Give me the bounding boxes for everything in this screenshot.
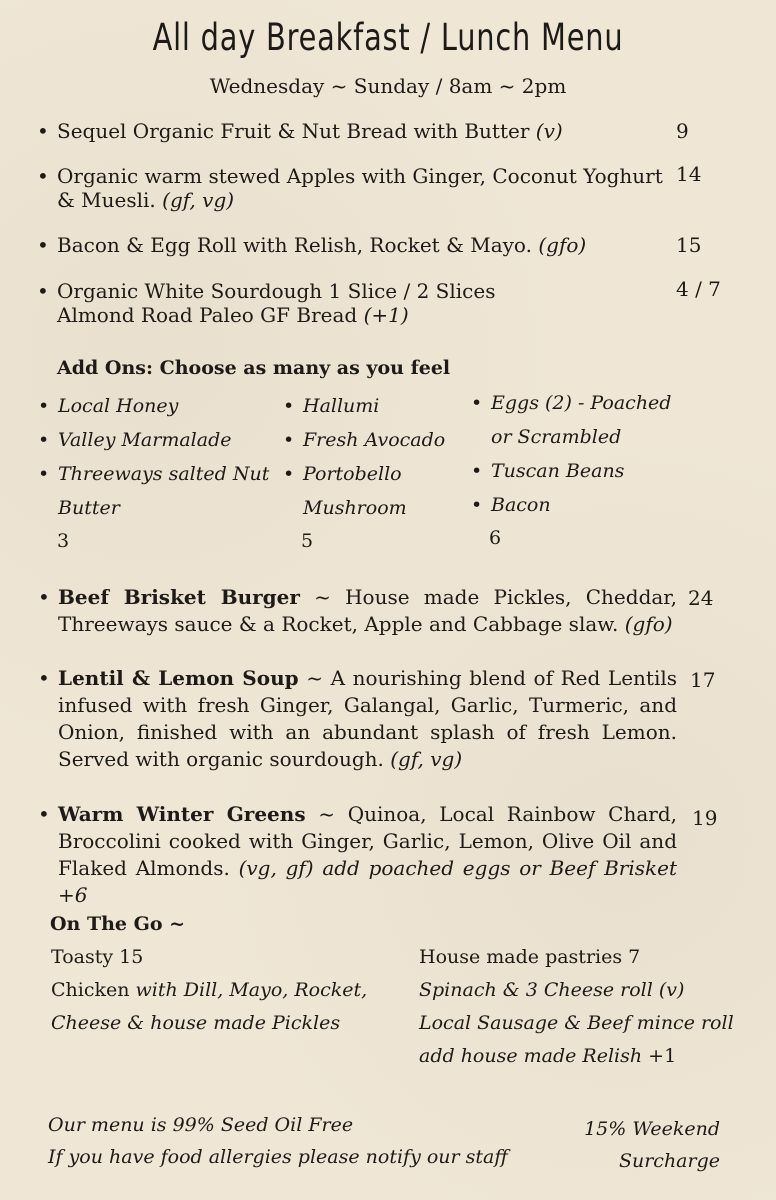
addon-item: • Valley Marmalade <box>58 423 273 457</box>
menu-item-winter-greens <box>58 801 677 909</box>
menu-item-sourdough <box>57 279 657 327</box>
addon-item: • Threeways salted Nut <box>58 457 273 491</box>
addon-price: 5 <box>301 530 314 552</box>
addon-price: 6 <box>489 527 502 549</box>
seed-oil-note: Our menu is 99% Seed Oil Free <box>48 1114 354 1136</box>
addon-item: • Tuscan Beans <box>491 454 691 488</box>
item-text: • Organic White Sourdough 1 Slice / 2 Slices <box>57 279 496 303</box>
pastries-section <box>419 941 739 1073</box>
item-name: Beef Brisket Burger <box>58 585 300 609</box>
surcharge-line: 15% Weekend <box>584 1118 720 1140</box>
item-desc: ~ House made Pickles, Cheddar, Threeways sauce & a Rocket, Apple and Cabbage slaw. <box>58 585 678 636</box>
allergy-note: If you have food allergies please notify our staff <box>48 1146 508 1168</box>
menu-item-fruit-bread <box>57 119 657 143</box>
addon-item: Butter <box>58 497 120 519</box>
pastry-item: Spinach & 3 Cheese roll (v) <box>419 979 685 1001</box>
addons-column-2 <box>303 389 463 525</box>
item-name: Warm Winter Greens <box>58 802 306 826</box>
toasty-filling-detail: with Dill, Mayo, Rocket, <box>135 979 368 1001</box>
addon-item: • Eggs (2) - Poached <box>491 386 691 420</box>
menu-item-stewed-apples <box>57 164 667 212</box>
menu-item-lentil-soup <box>58 665 677 773</box>
toasty-title: Toasty 15 <box>51 946 144 968</box>
menu-title: All day Breakfast / Lunch Menu <box>152 16 624 59</box>
diet-tag: (gf, vg) <box>162 188 235 212</box>
addon-price: 3 <box>57 530 70 552</box>
menu-item-brisket-burger <box>58 584 677 638</box>
item-price: 17 <box>690 668 716 692</box>
menu-hours: Wednesday ~ Sunday / 8am ~ 2pm <box>209 74 567 98</box>
addon-item: • Hallumi <box>303 389 463 423</box>
item-price: 14 <box>676 162 702 186</box>
addons-column-1 <box>58 389 273 525</box>
item-price: 15 <box>676 233 702 257</box>
pastry-addon-price: +1 <box>648 1045 677 1067</box>
pastry-item: Local Sausage & Beef mince roll <box>419 1012 734 1034</box>
diet-tag: (v) <box>535 119 563 143</box>
toasty-filling-detail: Cheese & house made Pickles <box>51 1012 341 1034</box>
diet-tag: (gfo) <box>538 233 587 257</box>
item-price: 19 <box>692 806 718 830</box>
menu-item-bacon-egg-roll <box>57 233 657 257</box>
diet-tag: (gf, vg) <box>390 747 463 771</box>
item-price: 9 <box>676 119 689 143</box>
item-name: Lentil & Lemon Soup <box>58 666 299 690</box>
addon-item: • Local Honey <box>58 389 273 423</box>
addon-item: Mushroom <box>303 497 407 519</box>
surcharge-line: Surcharge <box>618 1150 720 1172</box>
addon-item: or Scrambled <box>491 426 622 448</box>
addon-item: • Bacon <box>491 488 691 522</box>
item-price: 4 / 7 <box>676 277 721 301</box>
item-desc: ~ A nourishing blend of Red Lentils infused with fresh Ginger, Galangal, Garlic, Turmeric, and Onion, finished with an abundant splash of fresh Lemon. Served with organic sourdough. <box>58 666 677 771</box>
pastry-addon: add house made Relish <box>419 1045 643 1067</box>
footer-notes <box>48 1109 508 1173</box>
addons-heading: Add Ons: Choose as many as you feel <box>57 357 451 379</box>
diet-tag: (+1) <box>363 303 409 327</box>
diet-tag: (gfo) <box>624 612 673 636</box>
addon-item: • Portobello <box>303 457 463 491</box>
surcharge-note <box>560 1113 720 1177</box>
item-text: Bacon & Egg Roll with Relish, Rocket & Mayo. <box>57 233 532 257</box>
toasty-filling: Chicken <box>51 979 130 1001</box>
addons-column-3 <box>491 386 691 522</box>
item-desc: ~ Quinoa, Local Rainbow Chard, Broccolini cooked with Ginger, Garlic, Lemon, Olive Oil and Flaked Almonds. <box>58 802 677 880</box>
item-text: & Muesli. <box>57 188 156 212</box>
addon-item: • Fresh Avocado <box>303 423 463 457</box>
item-text: Almond Road Paleo GF Bread <box>57 303 358 327</box>
item-text: • Organic warm stewed Apples with Ginger, Coconut Yoghurt <box>57 164 663 188</box>
diet-tag: (vg, gf) add poached eggs or Beef Brisket +6 <box>58 856 677 907</box>
item-text: Sequel Organic Fruit & Nut Bread with Butter <box>57 119 530 143</box>
toasty-section <box>51 941 391 1040</box>
on-the-go-heading: On The Go ~ <box>50 913 186 935</box>
pastries-title: House made pastries 7 <box>419 946 641 968</box>
item-price: 24 <box>688 586 714 610</box>
